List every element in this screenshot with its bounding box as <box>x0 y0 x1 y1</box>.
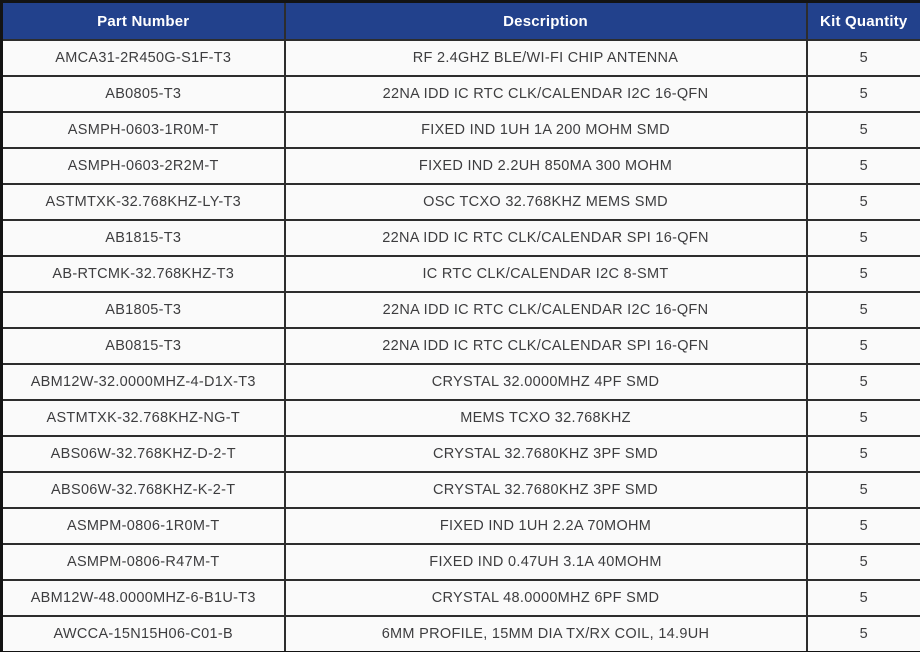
cell-description: 22NA IDD IC RTC CLK/CALENDAR I2C 16-QFN <box>285 292 807 328</box>
table-row <box>2 508 920 544</box>
column-header-part-number: Part Number <box>2 2 285 41</box>
cell-kit-quantity: 5 <box>807 292 920 328</box>
cell-kit-quantity: 5 <box>807 472 920 508</box>
cell-part-number: ASMPH-0603-2R2M-T <box>2 148 285 184</box>
table-row <box>2 580 920 616</box>
cell-kit-quantity: 5 <box>807 256 920 292</box>
table-row <box>2 76 920 112</box>
cell-description: FIXED IND 0.47UH 3.1A 40MOHM <box>285 544 807 580</box>
cell-description: RF 2.4GHZ BLE/WI-FI CHIP ANTENNA <box>285 40 807 76</box>
table-row <box>2 364 920 400</box>
cell-kit-quantity: 5 <box>807 148 920 184</box>
cell-part-number: AMCA31-2R450G-S1F-T3 <box>2 40 285 76</box>
cell-description: CRYSTAL 48.0000MHZ 6PF SMD <box>285 580 807 616</box>
cell-description: FIXED IND 2.2UH 850MA 300 MOHM <box>285 148 807 184</box>
cell-part-number: AB1815-T3 <box>2 220 285 256</box>
cell-kit-quantity: 5 <box>807 184 920 220</box>
cell-part-number: AB1805-T3 <box>2 292 285 328</box>
cell-description: 22NA IDD IC RTC CLK/CALENDAR SPI 16-QFN <box>285 220 807 256</box>
cell-description: FIXED IND 1UH 2.2A 70MOHM <box>285 508 807 544</box>
table-row <box>2 472 920 508</box>
cell-description: 22NA IDD IC RTC CLK/CALENDAR I2C 16-QFN <box>285 76 807 112</box>
table-body <box>2 40 920 652</box>
table-row <box>2 184 920 220</box>
cell-description: CRYSTAL 32.7680KHZ 3PF SMD <box>285 472 807 508</box>
cell-kit-quantity: 5 <box>807 580 920 616</box>
table-row <box>2 148 920 184</box>
cell-kit-quantity: 5 <box>807 112 920 148</box>
cell-kit-quantity: 5 <box>807 220 920 256</box>
table-row <box>2 256 920 292</box>
cell-part-number: ABM12W-48.0000MHZ-6-B1U-T3 <box>2 580 285 616</box>
cell-kit-quantity: 5 <box>807 40 920 76</box>
cell-part-number: ASMPM-0806-R47M-T <box>2 544 285 580</box>
cell-part-number: ASTMTXK-32.768KHZ-NG-T <box>2 400 285 436</box>
cell-description: CRYSTAL 32.7680KHZ 3PF SMD <box>285 436 807 472</box>
cell-kit-quantity: 5 <box>807 400 920 436</box>
cell-kit-quantity: 5 <box>807 544 920 580</box>
cell-part-number: AWCCA-15N15H06-C01-B <box>2 616 285 652</box>
cell-description: 22NA IDD IC RTC CLK/CALENDAR SPI 16-QFN <box>285 328 807 364</box>
cell-part-number: ASMPM-0806-1R0M-T <box>2 508 285 544</box>
cell-description: CRYSTAL 32.0000MHZ 4PF SMD <box>285 364 807 400</box>
table-row <box>2 40 920 76</box>
header-row <box>2 2 920 41</box>
table-row <box>2 112 920 148</box>
cell-part-number: ABM12W-32.0000MHZ-4-D1X-T3 <box>2 364 285 400</box>
table-row <box>2 328 920 364</box>
cell-part-number: ASMPH-0603-1R0M-T <box>2 112 285 148</box>
cell-kit-quantity: 5 <box>807 436 920 472</box>
cell-description: 6MM PROFILE, 15MM DIA TX/RX COIL, 14.9UH <box>285 616 807 652</box>
table-row <box>2 292 920 328</box>
table-row <box>2 400 920 436</box>
table-row <box>2 220 920 256</box>
cell-description: IC RTC CLK/CALENDAR I2C 8-SMT <box>285 256 807 292</box>
cell-part-number: AB-RTCMK-32.768KHZ-T3 <box>2 256 285 292</box>
table-row <box>2 616 920 652</box>
cell-part-number: ASTMTXK-32.768KHZ-LY-T3 <box>2 184 285 220</box>
column-header-description: Description <box>285 2 807 41</box>
cell-part-number: ABS06W-32.768KHZ-K-2-T <box>2 472 285 508</box>
cell-part-number: AB0805-T3 <box>2 76 285 112</box>
cell-kit-quantity: 5 <box>807 616 920 652</box>
cell-kit-quantity: 5 <box>807 76 920 112</box>
cell-kit-quantity: 5 <box>807 364 920 400</box>
cell-part-number: ABS06W-32.768KHZ-D-2-T <box>2 436 285 472</box>
table-row <box>2 436 920 472</box>
cell-description: FIXED IND 1UH 1A 200 MOHM SMD <box>285 112 807 148</box>
cell-kit-quantity: 5 <box>807 508 920 544</box>
cell-kit-quantity: 5 <box>807 328 920 364</box>
column-header-kit-quantity: Kit Quantity <box>807 2 920 41</box>
cell-part-number: AB0815-T3 <box>2 328 285 364</box>
table-row <box>2 544 920 580</box>
cell-description: MEMS TCXO 32.768KHZ <box>285 400 807 436</box>
cell-description: OSC TCXO 32.768KHZ MEMS SMD <box>285 184 807 220</box>
